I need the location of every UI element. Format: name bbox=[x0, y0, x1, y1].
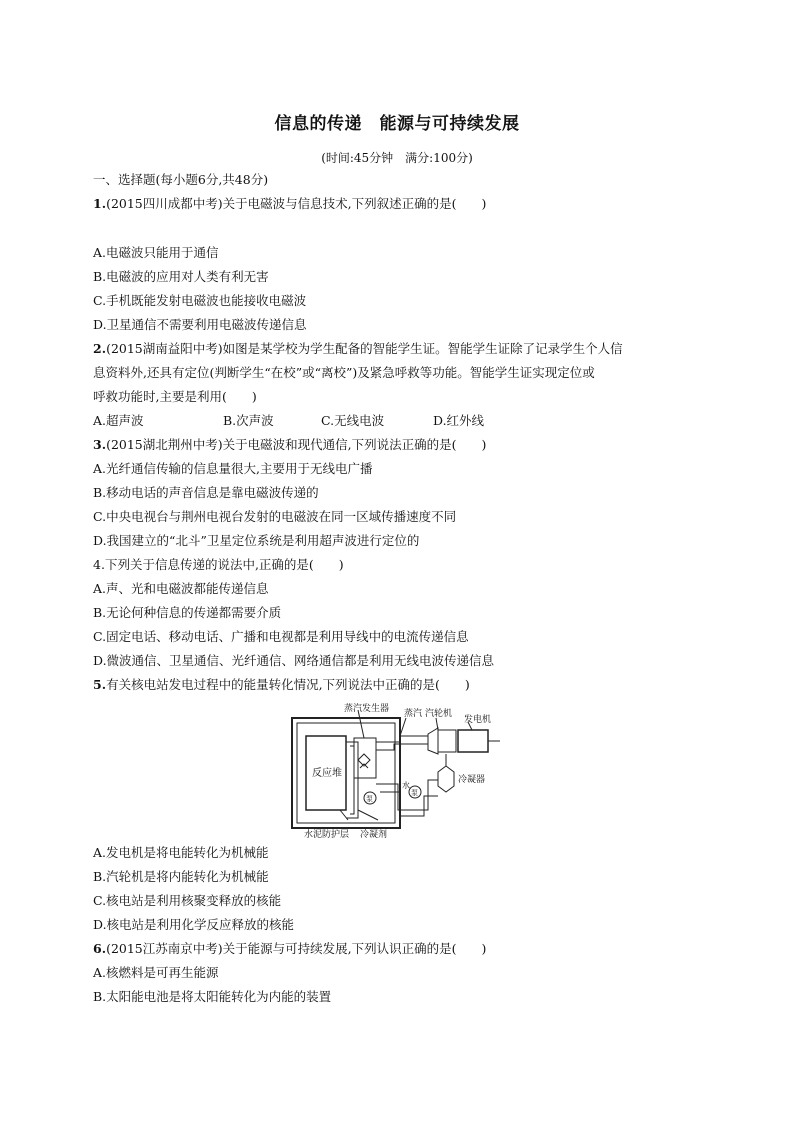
question-number: 3. bbox=[93, 437, 107, 452]
pointer bbox=[358, 710, 364, 738]
pointer bbox=[358, 810, 378, 820]
question-number: 4. bbox=[93, 557, 105, 572]
option: C.核电站是利用核聚变释放的核能 bbox=[93, 893, 282, 908]
condenser bbox=[438, 766, 454, 792]
label-pump-1: 泵 bbox=[366, 795, 373, 803]
option: B.移动电话的声音信息是靠电磁波传递的 bbox=[93, 485, 319, 500]
question-stem-line: 呼救功能时,主要是利用( ) bbox=[93, 389, 257, 404]
coolant-pipe bbox=[346, 742, 358, 818]
label-water: 水 bbox=[402, 781, 410, 790]
question-stem: (2015江苏南京中考)关于能源与可持续发展,下列认识正确的是( ) bbox=[106, 941, 487, 956]
option: A.发电机是将电能转化为机械能 bbox=[93, 845, 269, 860]
label-steam: 蒸汽 bbox=[404, 709, 423, 719]
option: B.汽轮机是将内能转化为机械能 bbox=[93, 869, 269, 884]
question-stem: (2015四川成都中考)关于电磁波与信息技术,下列叙述正确的是( ) bbox=[106, 196, 487, 211]
page-title: 信息的传递 能源与可持续发展 bbox=[274, 114, 520, 134]
pointer bbox=[340, 810, 348, 820]
question-number: 5. bbox=[93, 677, 107, 692]
option: D.红外线 bbox=[433, 413, 485, 428]
label-condenser: 冷凝器 bbox=[458, 775, 486, 785]
option: B.无论何种信息的传递都需要介质 bbox=[93, 605, 282, 620]
option: D.核电站是利用化学反应释放的核能 bbox=[93, 917, 295, 932]
option: C.无线电波 bbox=[321, 413, 385, 428]
question-4 bbox=[93, 557, 344, 573]
question-stem: 下列关于信息传递的说法中,正确的是( ) bbox=[104, 557, 344, 572]
option: A.光纤通信传输的信息量很大,主要用于无线电广播 bbox=[93, 461, 373, 476]
option: A.声、光和电磁波都能传递信息 bbox=[93, 581, 269, 596]
question-2 bbox=[93, 341, 623, 357]
question-stem: (2015湖南益阳中考)如图是某学校为学生配备的智能学生证。智能学生证除了记录学生个人信 bbox=[106, 341, 623, 356]
option: A.核燃料是可再生能源 bbox=[93, 965, 219, 980]
option: B.太阳能电池是将太阳能转化为内能的装置 bbox=[93, 989, 332, 1004]
option-row bbox=[93, 413, 484, 429]
label-generator: 发电机 bbox=[464, 715, 492, 725]
question-number: 6. bbox=[93, 941, 107, 956]
question-5 bbox=[93, 677, 470, 693]
generator bbox=[458, 730, 488, 752]
option: C.中央电视台与荆州电视台发射的电磁波在同一区域传播速度不同 bbox=[93, 509, 457, 524]
option: D.卫星通信不需要利用电磁波传递信息 bbox=[93, 317, 307, 332]
turbine-body bbox=[438, 730, 456, 752]
question-stem-line: 息资料外,还具有定位(判断学生“在校”或“离校”)及紧急呼救等功能。智能学生证实现定位或 bbox=[93, 365, 595, 380]
question-stem: 有关核电站发电过程中的能量转化情况,下列说法中正确的是( ) bbox=[106, 677, 470, 692]
label-reactor: 反应堆 bbox=[312, 768, 342, 779]
page-subtitle: (时间:45分钟 满分:100分) bbox=[321, 151, 473, 165]
turbine bbox=[428, 728, 438, 754]
label-coolant: 冷凝剂 bbox=[360, 830, 388, 840]
option: D.我国建立的“北斗”卫星定位系统是利用超声波进行定位的 bbox=[93, 533, 420, 548]
steam-generator-box bbox=[354, 738, 376, 778]
label-turbine: 汽轮机 bbox=[425, 709, 453, 719]
label-shield: 水泥防护层 bbox=[304, 830, 350, 840]
steam-line bbox=[376, 736, 428, 750]
section-heading: 一、选择题(每小题6分,共48分) bbox=[93, 172, 269, 187]
option: A.电磁波只能用于通信 bbox=[93, 245, 219, 260]
question-stem: (2015湖北荆州中考)关于电磁波和现代通信,下列说法正确的是( ) bbox=[106, 437, 487, 452]
option: D.微波通信、卫星通信、光纤通信、网络通信都是利用无线电波传递信息 bbox=[93, 653, 495, 668]
question-number: 2. bbox=[93, 341, 107, 356]
option: C.固定电话、移动电话、广播和电视都是利用导线中的电流传递信息 bbox=[93, 629, 469, 644]
label-pump-2: 泵 bbox=[411, 789, 418, 797]
option: C.手机既能发射电磁波也能接收电磁波 bbox=[93, 293, 307, 308]
option: A.超声波 bbox=[93, 413, 144, 428]
nuclear-plant-diagram bbox=[288, 700, 503, 842]
question-1 bbox=[93, 196, 486, 212]
label-steam-generator: 蒸汽发生器 bbox=[344, 704, 390, 714]
question-6 bbox=[93, 941, 486, 957]
question-number: 1. bbox=[93, 196, 107, 211]
option: B.次声波 bbox=[223, 413, 274, 428]
question-3 bbox=[93, 437, 486, 453]
option: B.电磁波的应用对人类有利无害 bbox=[93, 269, 269, 284]
steam-generator-coil bbox=[358, 754, 370, 768]
